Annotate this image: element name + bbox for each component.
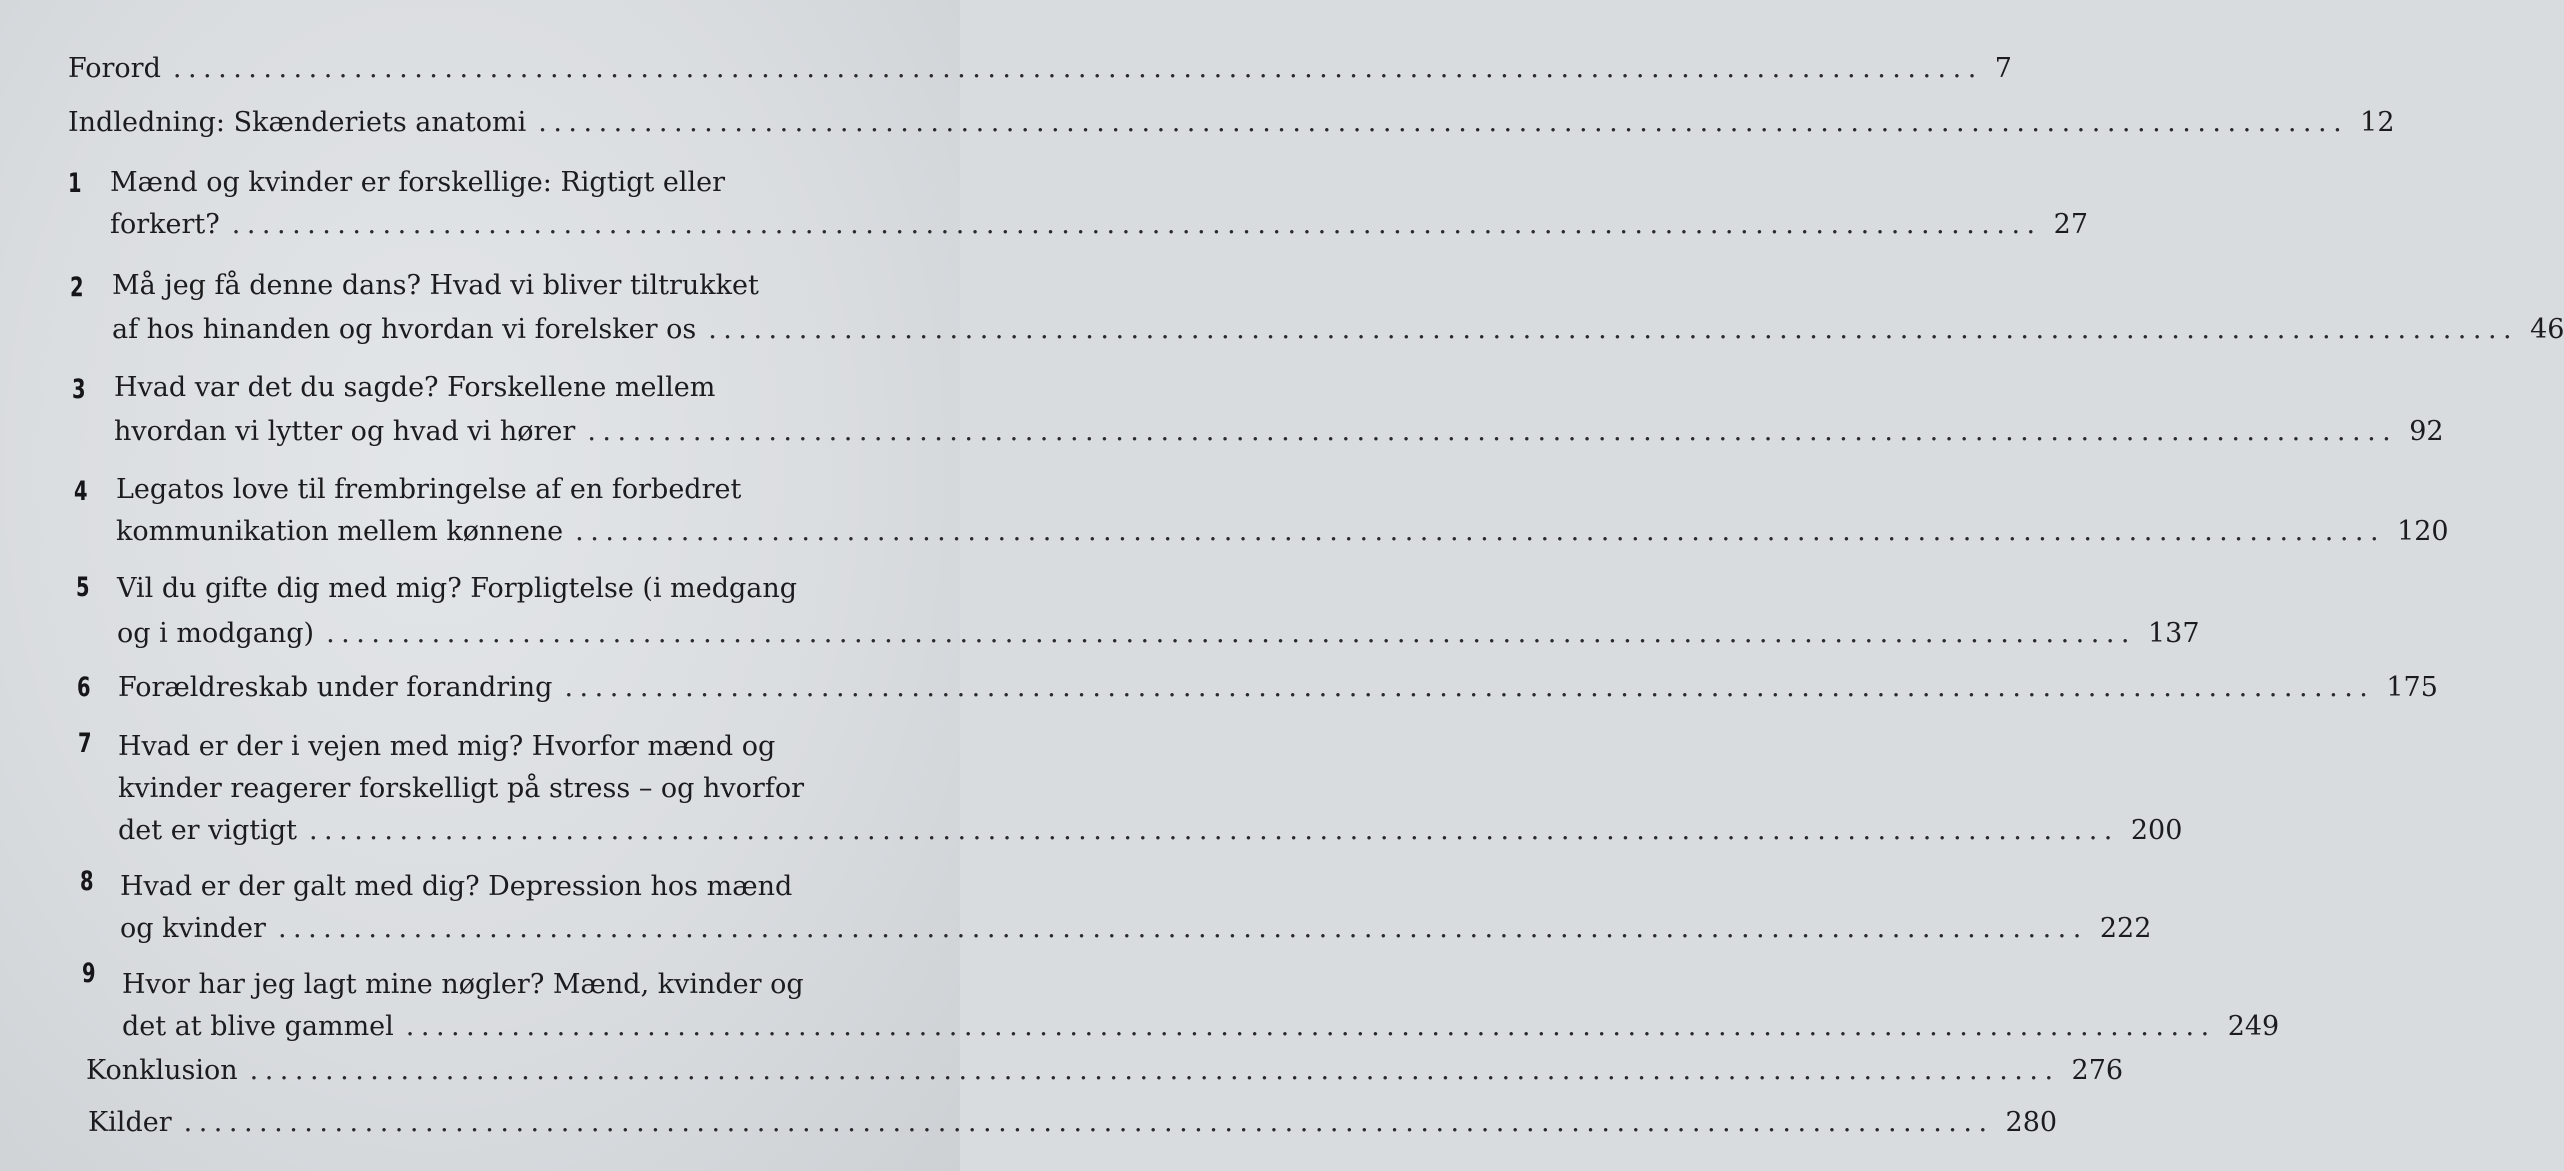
chapter-number: 5: [76, 572, 90, 603]
chapter-number: 4: [74, 476, 88, 507]
toc-page-number: 12: [2360, 107, 2395, 138]
toc-entry-konklusion: [86, 1054, 2124, 1088]
toc-entry-title: Konklusion: [86, 1055, 238, 1086]
chapter-title-line: Hvad er der i vejen med mig? Hvorfor mænd og: [118, 731, 776, 762]
toc-page-number: 27: [2053, 209, 2088, 240]
toc-page-number: 276: [2071, 1055, 2124, 1086]
leader-dots: ........................................................................................................................: [249, 1055, 2060, 1086]
chapter-number: 7: [78, 728, 92, 759]
toc-entry-title: Kilder: [88, 1107, 172, 1138]
chapter-number: 6: [77, 672, 91, 703]
chapter-title-last-line: [118, 671, 2438, 705]
toc-entry-title: Indledning: Skænderiets anatomi: [68, 107, 527, 138]
chapter-number: 1: [68, 168, 82, 199]
chapter-title-last-line: [118, 814, 2183, 848]
chapter-title-line: Hvad er der galt med dig? Depression hos mænd: [120, 871, 793, 902]
leader-dots: ........................................................................................................................: [231, 209, 2042, 240]
chapter-title-last-line: [112, 313, 2564, 347]
toc-entry-title: Forord: [68, 53, 161, 84]
chapter-number: 9: [82, 958, 96, 989]
chapter-title-line: det at blive gammel: [122, 1011, 394, 1042]
toc-page-number: 280: [2005, 1107, 2058, 1138]
leader-dots: ........................................................................................................................: [172, 53, 1983, 84]
chapter-title-line: Legatos love til frembringelse af en forbedret: [116, 474, 742, 505]
toc-page-number: 137: [2147, 618, 2200, 649]
toc-page-number: 200: [2130, 815, 2183, 846]
chapter-title-line: Vil du gifte dig med mig? Forpligtelse (i medgang: [117, 573, 798, 604]
toc-page-number: 249: [2227, 1011, 2280, 1042]
chapter-title-line: af hos hinanden og hvordan vi forelsker os: [112, 314, 697, 345]
toc-entry-kilder: [88, 1106, 2058, 1140]
chapter-title-line: forkert?: [110, 209, 220, 240]
chapter-title-line: Hvor har jeg lagt mine nøgler? Mænd, kvinder og: [122, 969, 804, 1000]
chapter-title-last-line: [110, 208, 2088, 242]
leader-dots: ........................................................................................................................: [277, 913, 2088, 944]
chapter-title-line: Hvad var det du sagde? Forskellene mellem: [114, 372, 716, 403]
chapter-title-line: Mænd og kvinder er forskellige: Rigtigt eller: [110, 167, 726, 198]
leader-dots: ........................................................................................................................: [564, 672, 2375, 703]
chapter-number: 8: [80, 866, 94, 897]
leader-dots: ........................................................................................................................: [308, 815, 2119, 846]
chapter-title-line: hvordan vi lytter og hvad vi hører: [114, 416, 576, 447]
leader-dots: ........................................................................................................................: [575, 516, 2386, 547]
chapter-title-line: Forældreskab under forandring: [118, 672, 553, 703]
toc-entry-indledning: [68, 106, 2395, 140]
leader-dots: ........................................................................................................................: [326, 618, 2136, 649]
chapter-title-last-line: [114, 415, 2444, 449]
toc-page-number: 175: [2386, 672, 2438, 703]
leader-dots: ........................................................................................................................: [587, 416, 2398, 447]
chapter-number: 3: [72, 374, 86, 405]
leader-dots: ........................................................................................................................: [708, 314, 2519, 345]
chapter-title-last-line: [117, 617, 2200, 651]
chapter-title-last-line: [120, 912, 2152, 946]
chapter-number: 2: [70, 272, 84, 303]
toc-page-number: 120: [2397, 516, 2449, 547]
chapter-title-line: Må jeg få denne dans? Hvad vi bliver tiltrukket: [112, 270, 759, 301]
toc-page-number: 222: [2099, 913, 2152, 944]
toc-page-number: 46: [2530, 314, 2564, 345]
toc-page-number: 92: [2409, 416, 2444, 447]
chapter-title-line: og kvinder: [120, 913, 266, 944]
toc-page-number: 7: [1994, 53, 2012, 84]
leader-dots: ........................................................................................................................: [183, 1107, 1994, 1138]
leader-dots: ........................................................................................................................: [538, 107, 2349, 138]
chapter-title-line: og i modgang): [117, 618, 315, 649]
leader-dots: ........................................................................................................................: [405, 1011, 2216, 1042]
chapter-title-line: kvinder reagerer forskelligt på stress – og hvorfor: [118, 773, 804, 804]
chapter-title-line: det er vigtigt: [118, 815, 297, 846]
chapter-title-last-line: [116, 515, 2449, 549]
toc-entry-forord: [68, 52, 2012, 86]
chapter-title-last-line: [122, 1010, 2280, 1044]
chapter-title-line: kommunikation mellem kønnene: [116, 516, 564, 547]
